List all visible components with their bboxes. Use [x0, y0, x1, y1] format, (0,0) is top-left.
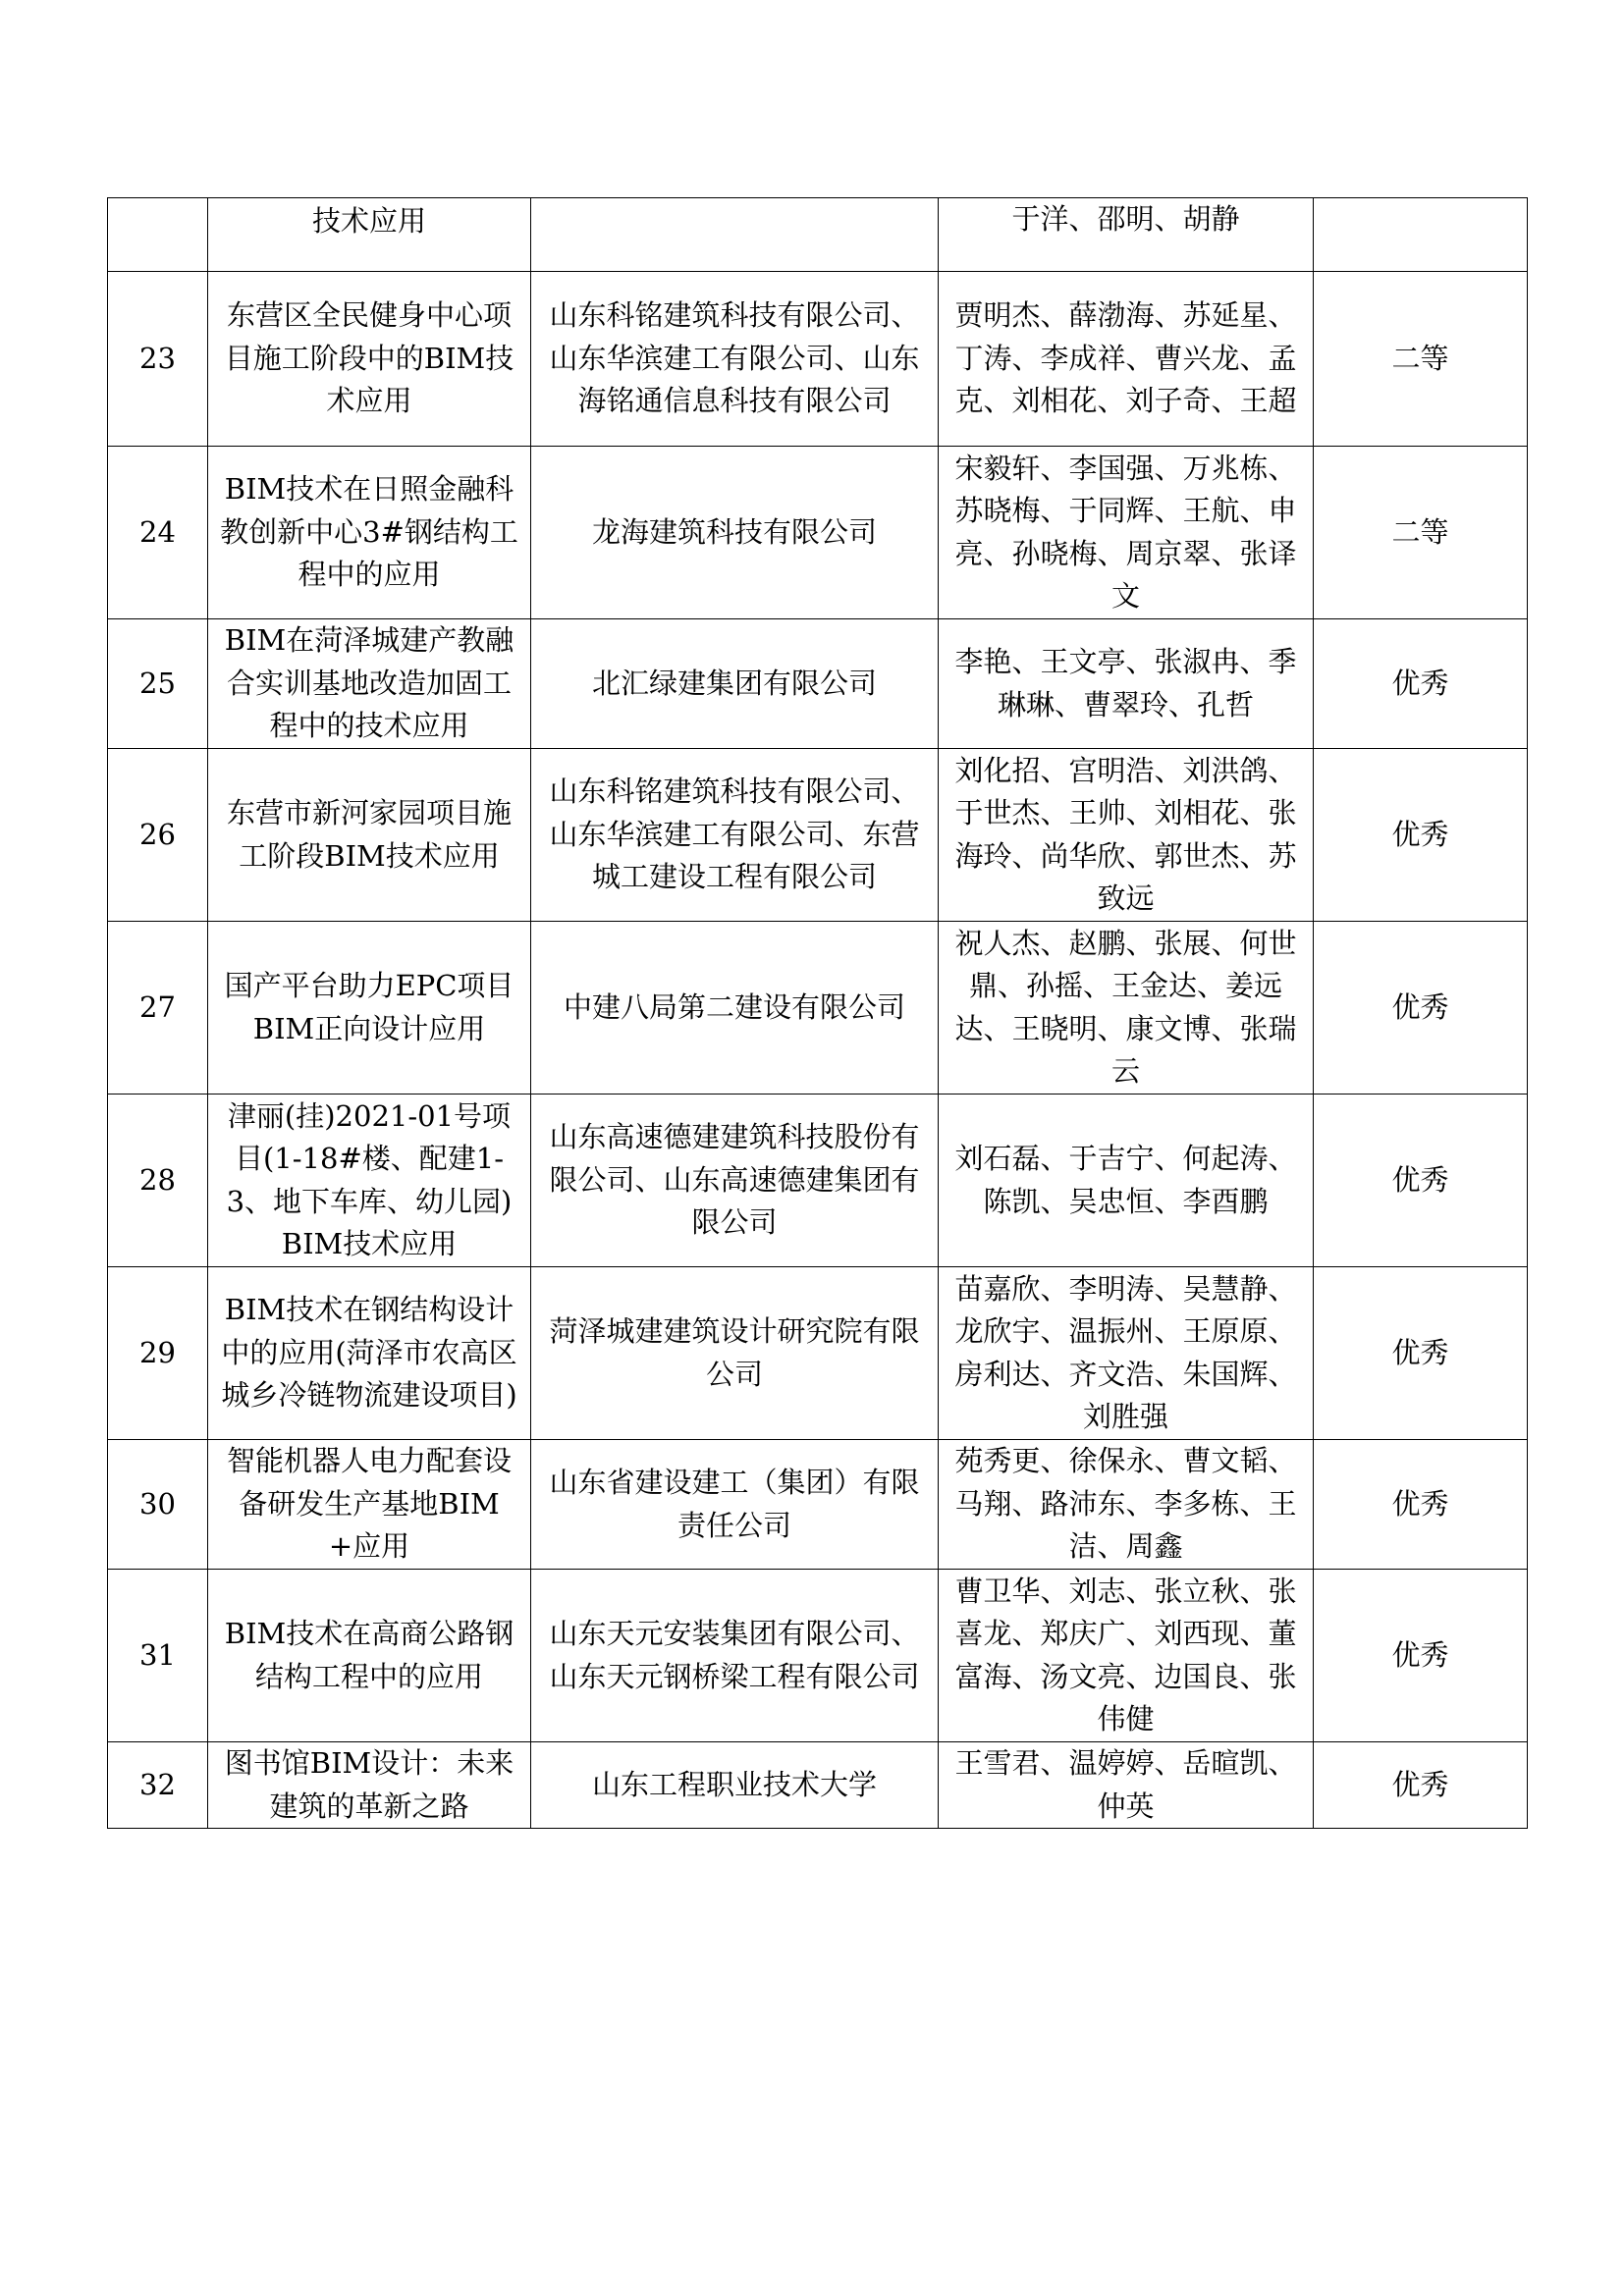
row-number: [108, 198, 208, 272]
company-name: [531, 198, 939, 272]
award-level: 优秀: [1314, 1440, 1528, 1570]
row-number: 30: [108, 1440, 208, 1570]
award-level: 优秀: [1314, 1095, 1528, 1267]
project-title: BIM技术在高商公路钢结构工程中的应用: [208, 1570, 531, 1742]
row-number: 28: [108, 1095, 208, 1267]
project-title: 东营区全民健身中心项目施工阶段中的BIM技术应用: [208, 272, 531, 447]
company-name: 山东高速德建建筑科技股份有限公司、山东高速德建集团有限公司: [531, 1095, 939, 1267]
company-name: 中建八局第二建设有限公司: [531, 922, 939, 1095]
row-number: 29: [108, 1267, 208, 1440]
project-title: BIM技术在钢结构设计中的应用(菏泽市农高区城乡冷链物流建设项目): [208, 1267, 531, 1440]
table-row: [108, 749, 1528, 922]
table-row: [108, 1440, 1528, 1570]
table-row: [108, 922, 1528, 1095]
table-row: [108, 1095, 1528, 1267]
company-name: 山东工程职业技术大学: [531, 1742, 939, 1829]
award-level: 优秀: [1314, 1570, 1528, 1742]
project-title: 东营市新河家园项目施工阶段BIM技术应用: [208, 749, 531, 922]
project-title: 津丽(挂)2021-01号项目(1-18#楼、配建1-3、地下车库、幼儿园)BIM技术应用: [208, 1095, 531, 1267]
table-row: [108, 272, 1528, 447]
table-row-continued: [108, 198, 1528, 272]
row-number: 23: [108, 272, 208, 447]
company-name: 山东科铭建筑科技有限公司、山东华滨建工有限公司、东营城工建设工程有限公司: [531, 749, 939, 922]
award-level: 优秀: [1314, 749, 1528, 922]
row-number: 27: [108, 922, 208, 1095]
project-title: BIM技术在日照金融科教创新中心3#钢结构工程中的应用: [208, 447, 531, 619]
award-level: 二等: [1314, 447, 1528, 619]
award-level: 优秀: [1314, 619, 1528, 749]
row-number: 25: [108, 619, 208, 749]
member-list: 李艳、王文亭、张淑冉、季琳琳、曹翠玲、孔哲: [939, 619, 1314, 749]
table-row: [108, 1570, 1528, 1742]
award-level: 优秀: [1314, 1742, 1528, 1829]
awards-table: [107, 197, 1528, 1829]
member-list: 苑秀更、徐保永、曹文韬、马翔、路沛东、李多栋、王洁、周鑫: [939, 1440, 1314, 1570]
award-level: 二等: [1314, 272, 1528, 447]
award-level: 优秀: [1314, 1267, 1528, 1440]
member-list: 苗嘉欣、李明涛、吴慧静、龙欣宇、温振州、王原原、房利达、齐文浩、朱国辉、刘胜强: [939, 1267, 1314, 1440]
company-name: 龙海建筑科技有限公司: [531, 447, 939, 619]
award-level: [1314, 198, 1528, 272]
project-title: 智能机器人电力配套设备研发生产基地BIM+应用: [208, 1440, 531, 1570]
company-name: 北汇绿建集团有限公司: [531, 619, 939, 749]
member-list: 刘化招、宫明浩、刘洪鸽、于世杰、王帅、刘相花、张海玲、尚华欣、郭世杰、苏致远: [939, 749, 1314, 922]
company-name: 山东省建设建工（集团）有限责任公司: [531, 1440, 939, 1570]
row-number: 26: [108, 749, 208, 922]
company-name: 山东天元安装集团有限公司、山东天元钢桥梁工程有限公司: [531, 1570, 939, 1742]
table-row: [108, 1267, 1528, 1440]
row-number: 31: [108, 1570, 208, 1742]
member-list: 贾明杰、薛渤海、苏延星、丁涛、李成祥、曹兴龙、孟克、刘相花、刘子奇、王超: [939, 272, 1314, 447]
member-list: 刘石磊、于吉宁、何起涛、陈凯、吴忠恒、李酉鹏: [939, 1095, 1314, 1267]
company-name: 菏泽城建建筑设计研究院有限公司: [531, 1267, 939, 1440]
member-list: 王雪君、温婷婷、岳暄凯、仲英: [939, 1742, 1314, 1829]
member-list: 曹卫华、刘志、张立秋、张喜龙、郑庆广、刘西现、董富海、汤文亮、边国良、张伟健: [939, 1570, 1314, 1742]
table-row: [108, 1742, 1528, 1829]
project-title: 国产平台助力EPC项目BIM正向设计应用: [208, 922, 531, 1095]
row-number: 24: [108, 447, 208, 619]
project-title: 技术应用: [208, 198, 531, 272]
award-level: 优秀: [1314, 922, 1528, 1095]
project-title: BIM在菏泽城建产教融合实训基地改造加固工程中的技术应用: [208, 619, 531, 749]
row-number: 32: [108, 1742, 208, 1829]
project-title: 图书馆BIM设计：未来建筑的革新之路: [208, 1742, 531, 1829]
company-name: 山东科铭建筑科技有限公司、山东华滨建工有限公司、山东海铭通信息科技有限公司: [531, 272, 939, 447]
member-list: 祝人杰、赵鹏、张展、何世鼎、孙摇、王金达、姜远达、王晓明、康文博、张瑞云: [939, 922, 1314, 1095]
table-row: [108, 619, 1528, 749]
member-list: 于洋、邵明、胡静: [939, 198, 1314, 272]
member-list: 宋毅轩、李国强、万兆栋、苏晓梅、于同辉、王航、申亮、孙晓梅、周京翠、张译文: [939, 447, 1314, 619]
table-row: [108, 447, 1528, 619]
